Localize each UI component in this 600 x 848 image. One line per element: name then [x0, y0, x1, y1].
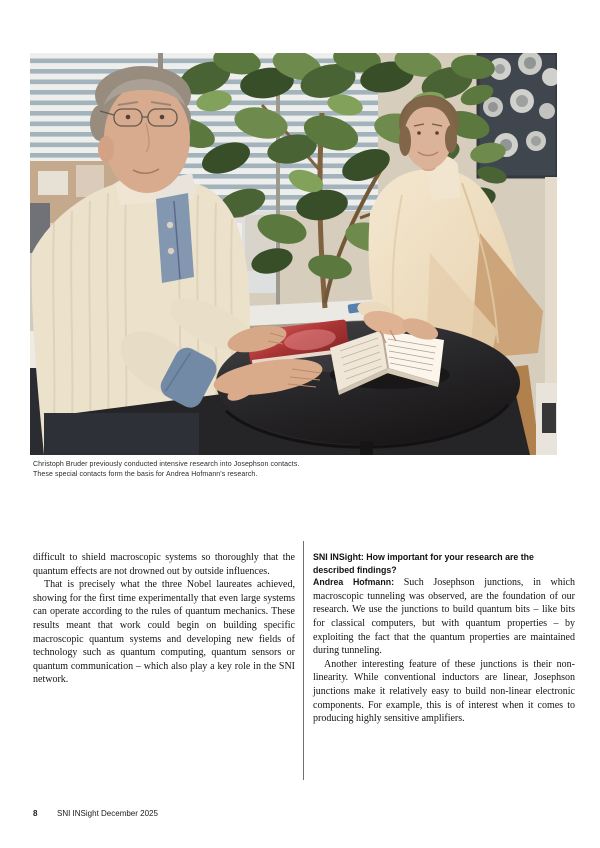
page-footer	[33, 809, 158, 818]
body-paragraph: difficult to shield macroscopic systems so thoroughly that the quantum effects are not drowned out by outside influences.	[33, 552, 295, 577]
footer-title: SNI INSight December 2025	[57, 809, 158, 818]
interview-question: SNI INSight: How important for your research are the described findings?	[313, 552, 534, 575]
answer-text: Such Josephson junctions, in which macroscopic tunneling was observed, are the foundation of our research. We use the junctions to build quantum bits – like bits for classical computers, but with quantum properties – by exploiting the fact that the quantum properties are maintained during tunneling.	[313, 577, 575, 657]
article-photo	[30, 53, 557, 455]
warm-light-overlay	[30, 53, 557, 455]
body-paragraph	[313, 576, 575, 658]
body-paragraph: That is precisely what the three Nobel laureates achieved, showing for the first time experimentally that even large systems can operate according to the rules of quantum mechanics. These results meant that work could begin on building specific macroscopic quantum systems and developing new fields of technology such as quantum computing, quantum sensors or quantum communication – which also play a key role in the SNI network.	[33, 579, 295, 686]
column-divider	[303, 541, 304, 780]
body-paragraph: Another interesting feature of these junctions is their non-linearity. While conventional inductors are linear, Josephson junctions make it relatively easy to build non-linear electronic components. For example, this is of interest when it comes to producing highly sensitive amplifiers.	[313, 658, 575, 725]
article-left-column	[33, 551, 295, 687]
speaker-name: Andrea Hofmann:	[313, 577, 394, 588]
photo-caption: Christoph Bruder previously conducted intensive research into Josephson contacts. These special contacts form the basis for Andrea Hofmann's research.	[33, 461, 300, 478]
page-number: 8	[33, 809, 38, 818]
article-right-column	[313, 551, 575, 726]
photo-illustration	[30, 53, 557, 455]
